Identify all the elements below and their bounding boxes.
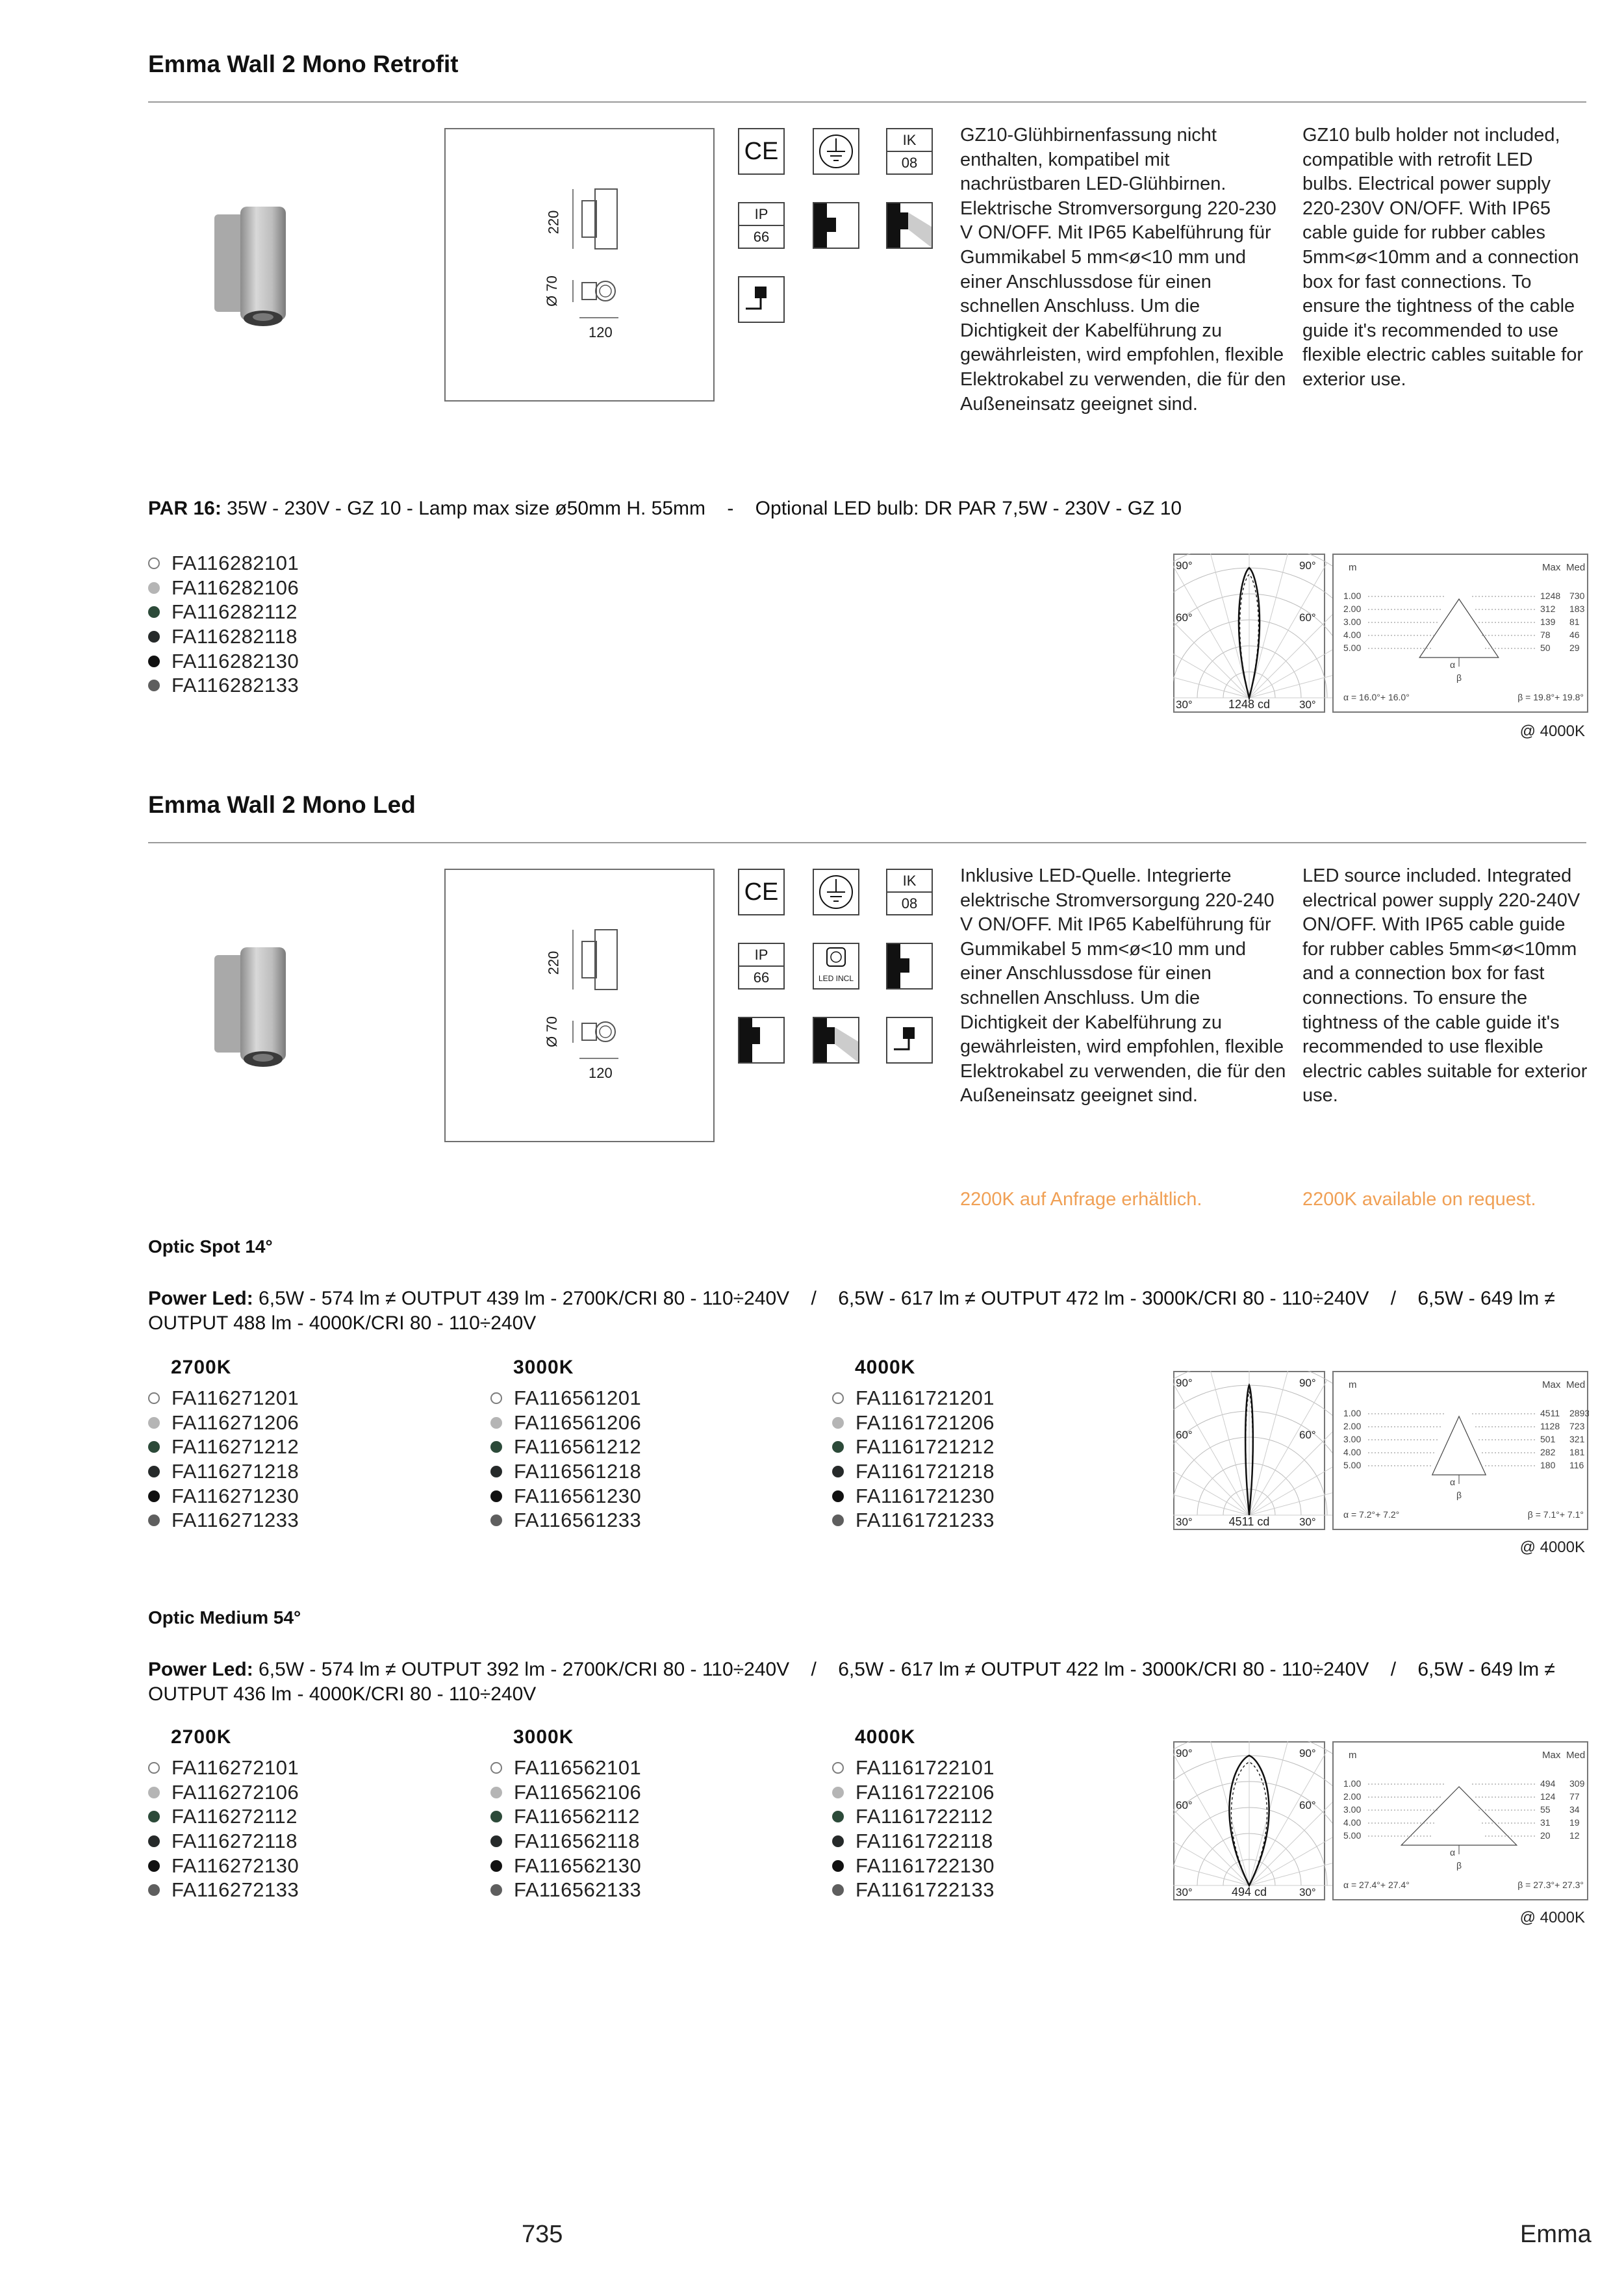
angle-label: 90° — [1176, 559, 1193, 572]
list-item: FA116272112 — [148, 1804, 299, 1829]
section-divider — [148, 842, 1586, 843]
photometry-diagram — [1173, 1371, 1589, 1533]
max-cell: 282 — [1540, 1447, 1556, 1457]
diameter-dimension: Ø 70 — [543, 1016, 560, 1047]
table-head: m — [1349, 562, 1357, 573]
list-item: FA116282106 — [148, 576, 299, 600]
dimension-drawing — [444, 128, 715, 402]
alpha-label: α = 16.0°+ 16.0° — [1343, 692, 1410, 702]
column-header: 2700K — [171, 1726, 232, 1748]
page-number: 735 — [522, 2221, 563, 2248]
description-de: GZ10-Glühbirnenfassung nicht enthalten, kompatibel mit nachrüstbaren LED-Glühbirnen. Elektrische Stromversorgung 220-230 V ON/OFF. Mit IP65 Kabelführung für Gummikabel 5 mm<ø<10 mm und einer Anschlussdose für einen schnellen Anschluss. Um die Dichtigkeit der Kabelführung zu gewährleisten, wird empfohlen, flexible Elektrokabel zu verwenden, die für den Außeneinsatz geeignet sind. — [960, 125, 1286, 415]
list-item: FA1161721218 — [832, 1459, 995, 1484]
distance-cell: 2.00 — [1343, 1421, 1362, 1431]
distance-cell: 4.00 — [1343, 1447, 1362, 1457]
par-label: PAR 16: — [148, 498, 222, 519]
wall-mount-beam-icon — [813, 1017, 859, 1064]
distance-cell: 5.00 — [1343, 1830, 1362, 1841]
footer-family: Emma — [1520, 2221, 1592, 2248]
med-cell: 29 — [1569, 643, 1580, 653]
beta-symbol: β — [1456, 672, 1462, 683]
med-cell: 46 — [1569, 630, 1580, 640]
list-item: FA116562130 — [490, 1854, 641, 1878]
finish-dot — [490, 1392, 502, 1404]
ip-label: IP — [739, 203, 783, 226]
finish-dot — [490, 1835, 502, 1847]
max-cell: 31 — [1540, 1817, 1551, 1828]
max-cell: 501 — [1540, 1434, 1556, 1444]
finish-dot — [148, 1417, 160, 1429]
finish-dot — [148, 1884, 160, 1896]
angle-label: 60° — [1176, 1429, 1193, 1441]
finish-dot — [148, 1835, 160, 1847]
description-de: Inklusive LED-Quelle. Integrierte elektrische Stromversorgung 220-240 V ON/OFF. Mit IP65 Kabelführung für Gummikabel 5 mm<ø<10 mm und einer Anschlussdose für einen schnellen Anschluss. Um die Dichtigkeit der Kabelführung zu gewährleisten, wird empfohlen, flexible Elektrokabel zu verwenden, die für den Außeneinsatz geeignet sind. — [960, 865, 1286, 1106]
list-item: FA116271230 — [148, 1484, 299, 1509]
finish-dot — [832, 1835, 844, 1847]
product-photo — [208, 195, 312, 331]
med-cell: 181 — [1569, 1447, 1585, 1457]
alpha-label: α = 7.2°+ 7.2° — [1343, 1509, 1400, 1520]
list-item: FA116282133 — [148, 673, 299, 698]
med-cell: 12 — [1569, 1830, 1580, 1841]
column-header: 4000K — [855, 1357, 916, 1378]
photometry-svg — [1173, 1371, 1589, 1530]
height-dimension: 220 — [545, 951, 562, 975]
distance-cell: 4.00 — [1343, 1817, 1362, 1828]
finish-dot — [490, 1762, 502, 1774]
peak-intensity-label: 1248 cd — [1228, 698, 1271, 711]
list-item: FA1161721212 — [832, 1435, 995, 1459]
code-list — [148, 1386, 299, 1533]
angle-label: 90° — [1299, 1377, 1316, 1389]
depth-dimension: 120 — [589, 1065, 613, 1081]
max-cell: 124 — [1540, 1791, 1556, 1802]
code-list — [832, 1386, 995, 1533]
list-item: FA116562133 — [490, 1878, 641, 1902]
finish-dot — [832, 1884, 844, 1896]
distance-cell: 3.00 — [1343, 1434, 1362, 1444]
finish-dot — [148, 1466, 160, 1477]
list-item: FA1161721206 — [832, 1411, 995, 1435]
list-item: FA116272133 — [148, 1878, 299, 1902]
code-list — [832, 1756, 995, 1902]
wall-mount-icon — [813, 202, 859, 249]
power-spec — [148, 1286, 1588, 1336]
finish-dot — [490, 1787, 502, 1798]
list-item: FA1161722106 — [832, 1780, 995, 1805]
ik-rating-icon — [886, 869, 933, 915]
ik-label: IK — [887, 870, 932, 893]
finish-dot — [148, 1811, 160, 1822]
finish-dot — [490, 1417, 502, 1429]
ik-rating-icon — [886, 128, 933, 175]
description-en: LED source included. Integrated electrical power supply 220-240V ON/OFF. With IP65 cable guide for rubber cables 5mm<ø<10mm and a connection box for fast connections. To ensure the tightness of the cable guide it's recommended to use flexible electric cables suitable for exterior use. — [1302, 865, 1588, 1106]
med-cell: 309 — [1569, 1778, 1585, 1789]
finish-dot — [148, 680, 160, 691]
list-item: FA116271218 — [148, 1459, 299, 1484]
max-cell: 139 — [1540, 617, 1556, 627]
finish-dot — [832, 1860, 844, 1872]
angle-label: 60° — [1299, 1429, 1316, 1441]
list-item: FA1161721233 — [832, 1508, 995, 1533]
med-cell: 723 — [1569, 1421, 1585, 1431]
table-head: Max — [1542, 1750, 1561, 1761]
med-cell: 116 — [1569, 1460, 1584, 1470]
angle-label: 90° — [1176, 1747, 1193, 1759]
power-label: Power Led: — [148, 1288, 253, 1309]
angle-label: 30° — [1176, 1516, 1193, 1528]
ik-value: 08 — [901, 895, 918, 912]
distance-cell: 1.00 — [1343, 1408, 1362, 1418]
wall-mount-icon — [738, 1017, 785, 1064]
optic-title: Optic Medium 54° — [148, 1607, 301, 1628]
max-cell: 4511 — [1540, 1408, 1560, 1418]
med-cell: 183 — [1569, 604, 1585, 614]
beta-label: β = 27.3°+ 27.3° — [1517, 1880, 1584, 1890]
led-included-icon — [813, 943, 859, 990]
list-item: FA1161722133 — [832, 1878, 995, 1902]
list-item: FA116561212 — [490, 1435, 641, 1459]
max-cell: 494 — [1540, 1778, 1556, 1789]
finish-dot — [148, 631, 160, 643]
med-cell: 77 — [1569, 1791, 1580, 1802]
par-spec — [148, 496, 1182, 521]
finish-dot — [490, 1884, 502, 1896]
max-cell: 312 — [1540, 604, 1556, 614]
list-item: FA1161722118 — [832, 1829, 995, 1854]
med-cell: 2893 — [1569, 1408, 1589, 1418]
ik-value: 08 — [901, 154, 918, 171]
depth-dimension: 120 — [589, 324, 613, 340]
ce-mark-icon — [738, 128, 785, 175]
dimension-drawing — [444, 869, 715, 1142]
list-item: FA116272118 — [148, 1829, 299, 1854]
peak-intensity-label: 494 cd — [1231, 1885, 1267, 1898]
description-en: GZ10 bulb holder not included, compatible with retrofit LED bulbs. Electrical power supply 220-230V ON/OFF. With IP65 cable guide for rubber cables 5mm<ø<10mm and a connection box for fast connections. To ensure the tightness of the cable guide it's recommended to use flexible electric cables suitable for exterior use. — [1302, 125, 1583, 390]
list-item: FA1161722112 — [832, 1804, 995, 1829]
max-cell: 1128 — [1540, 1421, 1560, 1431]
med-cell: 321 — [1569, 1434, 1585, 1444]
ik-label: IK — [887, 129, 932, 152]
alpha-label: α = 27.4°+ 27.4° — [1343, 1880, 1410, 1890]
finish-dot — [148, 1514, 160, 1526]
alpha-symbol: α — [1450, 659, 1456, 670]
list-item: FA116562112 — [490, 1804, 641, 1829]
kelvin-note: @ 4000K — [1519, 1539, 1585, 1556]
angle-label: 60° — [1299, 611, 1316, 624]
photometry-diagram — [1173, 1741, 1589, 1904]
ip-label: IP — [739, 944, 783, 967]
finish-dot — [148, 582, 160, 594]
finish-dot — [490, 1811, 502, 1822]
list-item: FA116271212 — [148, 1435, 299, 1459]
connection-box-icon — [886, 1017, 933, 1064]
table-head: Med — [1566, 562, 1586, 573]
section-divider — [148, 101, 1586, 103]
finish-dot — [832, 1514, 844, 1526]
med-cell: 19 — [1569, 1817, 1580, 1828]
distance-cell: 4.00 — [1343, 630, 1362, 640]
med-cell: 81 — [1569, 617, 1580, 627]
svg-text:CE: CE — [744, 138, 779, 165]
code-list — [490, 1756, 641, 1902]
photometry-diagram — [1173, 554, 1589, 716]
angle-label: 90° — [1176, 1377, 1193, 1389]
list-item: FA116562118 — [490, 1829, 641, 1854]
power-spec — [148, 1657, 1588, 1707]
table-head: m — [1349, 1379, 1357, 1390]
finish-dot — [148, 1762, 160, 1774]
power-label: Power Led: — [148, 1659, 253, 1680]
distance-cell: 1.00 — [1343, 591, 1362, 601]
code-list — [490, 1386, 641, 1533]
table-head: Med — [1566, 1750, 1586, 1761]
ground-symbol-icon — [813, 869, 859, 915]
finish-dot — [490, 1466, 502, 1477]
optic-title: Optic Spot 14° — [148, 1236, 273, 1257]
list-item: FA1161722130 — [832, 1854, 995, 1878]
list-item: FA116272130 — [148, 1854, 299, 1878]
finish-dot — [832, 1417, 844, 1429]
list-item: FA116282130 — [148, 649, 299, 674]
code-list — [148, 551, 299, 698]
finish-dot — [832, 1762, 844, 1774]
column-header: 4000K — [855, 1726, 916, 1748]
wall-mount-beam-icon — [886, 202, 933, 249]
svg-text:CE: CE — [744, 878, 779, 906]
list-item: FA116271206 — [148, 1411, 299, 1435]
ip-value: 66 — [753, 969, 770, 986]
finish-dot — [148, 656, 160, 667]
table-head: Max — [1542, 562, 1561, 573]
list-item: FA116282118 — [148, 624, 299, 649]
finish-dot — [832, 1811, 844, 1822]
finish-dot — [490, 1514, 502, 1526]
max-cell: 180 — [1540, 1460, 1556, 1470]
distance-cell: 2.00 — [1343, 1791, 1362, 1802]
angle-label: 30° — [1299, 1886, 1316, 1898]
angle-label: 60° — [1176, 611, 1193, 624]
distance-cell: 5.00 — [1343, 1460, 1362, 1470]
list-item: FA116562101 — [490, 1756, 641, 1780]
par-text: 35W - 230V - GZ 10 - Lamp max size ø50mm H. 55mm - Optional LED bulb: DR PAR 7,5W - 230V - GZ 10 — [227, 498, 1182, 519]
beta-label: β = 19.8°+ 19.8° — [1517, 692, 1584, 702]
angle-label: 90° — [1299, 559, 1316, 572]
finish-dot — [148, 1490, 160, 1502]
max-cell: 20 — [1540, 1830, 1551, 1841]
max-cell: 78 — [1540, 630, 1551, 640]
availability-note-de: 2200K auf Anfrage erhältlich. — [960, 1189, 1202, 1210]
table-head: m — [1349, 1750, 1357, 1761]
height-dimension: 220 — [545, 210, 562, 235]
max-cell: 1248 — [1540, 591, 1561, 601]
angle-label: 90° — [1299, 1747, 1316, 1759]
finish-dot — [148, 1860, 160, 1872]
finish-dot — [832, 1466, 844, 1477]
finish-dot — [832, 1392, 844, 1404]
list-item: FA116561201 — [490, 1386, 641, 1411]
max-cell: 50 — [1540, 643, 1551, 653]
section-title: Emma Wall 2 Mono Retrofit — [148, 51, 459, 77]
list-item: FA116271201 — [148, 1386, 299, 1411]
list-item: FA1161722101 — [832, 1756, 995, 1780]
wall-mount-icon — [886, 943, 933, 990]
table-head: Max — [1542, 1379, 1561, 1390]
finish-dot — [832, 1787, 844, 1798]
list-item: FA116561218 — [490, 1459, 641, 1484]
list-item: FA116561233 — [490, 1508, 641, 1533]
led-incl-label: LED INCL — [818, 974, 854, 983]
photometry-svg — [1173, 554, 1589, 713]
ground-symbol-icon — [813, 128, 859, 175]
max-cell: 55 — [1540, 1804, 1551, 1815]
med-cell: 34 — [1569, 1804, 1580, 1815]
power-text: 6,5W - 574 lm ≠ OUTPUT 439 lm - 2700K/CRI 80 - 110÷240V / 6,5W - 617 lm ≠ OUTPUT 472 lm - 3000K/CRI 80 - 110÷240V / 6,5W - 649 lm ≠ OUTPUT 488 lm - 4000K/CRI 80 - 110÷240V — [148, 1288, 1561, 1334]
photometry-svg — [1173, 1741, 1589, 1900]
finish-dot — [832, 1441, 844, 1453]
list-item: FA1161721230 — [832, 1484, 995, 1509]
distance-cell: 2.00 — [1343, 604, 1362, 614]
diameter-dimension: Ø 70 — [543, 275, 560, 307]
list-item: FA116272106 — [148, 1780, 299, 1805]
distance-cell: 3.00 — [1343, 617, 1362, 627]
list-item: FA116561206 — [490, 1411, 641, 1435]
kelvin-note: @ 4000K — [1519, 1909, 1585, 1926]
distance-cell: 3.00 — [1343, 1804, 1362, 1815]
angle-label: 60° — [1176, 1799, 1193, 1811]
beta-symbol: β — [1456, 1860, 1462, 1871]
finish-dot — [832, 1490, 844, 1502]
availability-note-en: 2200K available on request. — [1302, 1189, 1536, 1210]
med-cell: 730 — [1569, 591, 1585, 601]
finish-dot — [148, 606, 160, 618]
column-header: 2700K — [171, 1357, 232, 1378]
ce-mark-icon — [738, 869, 785, 915]
finish-dot — [490, 1441, 502, 1453]
list-item: FA1161721201 — [832, 1386, 995, 1411]
ip-rating-icon — [738, 943, 785, 990]
product-photo — [208, 936, 312, 1072]
column-header: 3000K — [513, 1357, 574, 1378]
finish-dot — [148, 1441, 160, 1453]
finish-dot — [148, 1392, 160, 1404]
list-item: FA116272101 — [148, 1756, 299, 1780]
beta-symbol: β — [1456, 1490, 1462, 1500]
alpha-symbol: α — [1450, 1847, 1456, 1858]
beta-label: β = 7.1°+ 7.1° — [1527, 1509, 1584, 1520]
column-header: 3000K — [513, 1726, 574, 1748]
peak-intensity-label: 4511 cd — [1228, 1515, 1270, 1528]
list-item: FA116271233 — [148, 1508, 299, 1533]
ip-value: 66 — [753, 228, 770, 245]
distance-cell: 1.00 — [1343, 1778, 1362, 1789]
power-text: 6,5W - 574 lm ≠ OUTPUT 392 lm - 2700K/CRI 80 - 110÷240V / 6,5W - 617 lm ≠ OUTPUT 422 lm - 3000K/CRI 80 - 110÷240V / 6,5W - 649 lm ≠ OUTPUT 436 lm - 4000K/CRI 80 - 110÷240V — [148, 1659, 1561, 1705]
list-item: FA116562106 — [490, 1780, 641, 1805]
list-item: FA116282101 — [148, 551, 299, 576]
code-list — [148, 1756, 299, 1902]
connection-box-icon — [738, 276, 785, 323]
finish-dot — [148, 557, 160, 569]
angle-label: 60° — [1299, 1799, 1316, 1811]
finish-dot — [148, 1787, 160, 1798]
angle-label: 30° — [1299, 1516, 1316, 1528]
angle-label: 30° — [1176, 1886, 1193, 1898]
angle-label: 30° — [1176, 698, 1193, 711]
table-head: Med — [1566, 1379, 1586, 1390]
finish-dot — [490, 1860, 502, 1872]
angle-label: 30° — [1299, 698, 1316, 711]
kelvin-note: @ 4000K — [1519, 722, 1585, 740]
list-item: FA116561230 — [490, 1484, 641, 1509]
alpha-symbol: α — [1450, 1477, 1456, 1487]
ip-rating-icon — [738, 202, 785, 249]
finish-dot — [490, 1490, 502, 1502]
section-title: Emma Wall 2 Mono Led — [148, 791, 416, 818]
list-item: FA116282112 — [148, 600, 299, 624]
distance-cell: 5.00 — [1343, 643, 1362, 653]
